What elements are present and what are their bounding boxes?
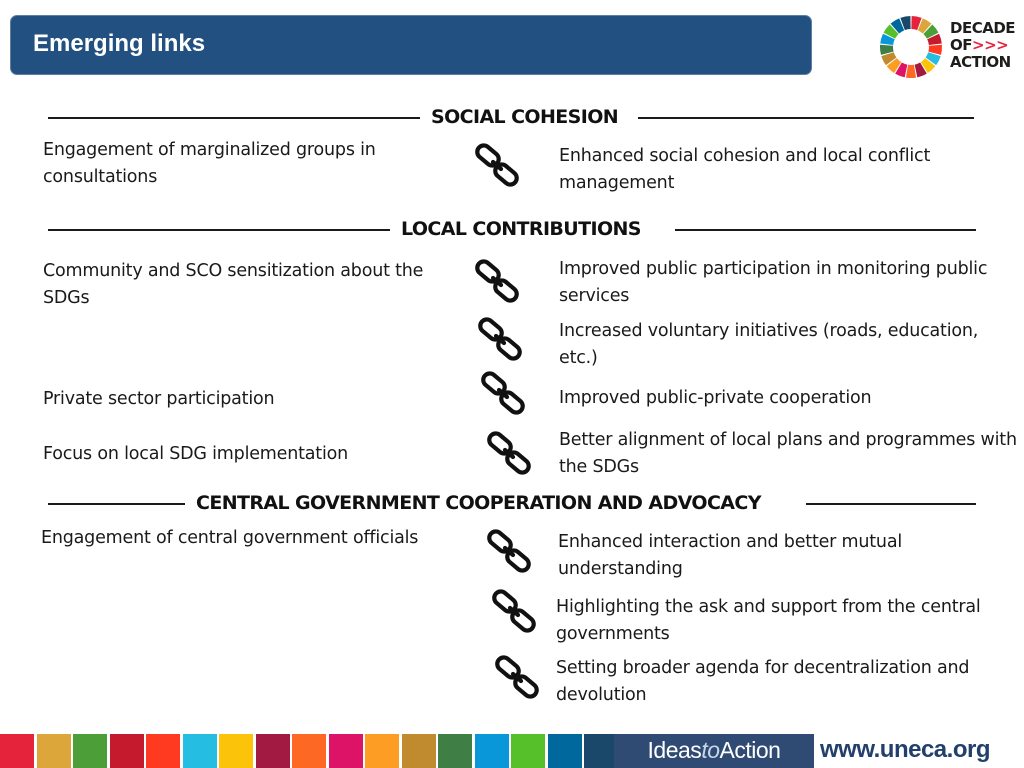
sdg-stripe bbox=[548, 734, 582, 768]
sdg-stripe bbox=[183, 734, 217, 768]
section-rule bbox=[638, 117, 974, 119]
uneca-website-link[interactable]: www.uneca.org bbox=[820, 736, 990, 763]
section-rule bbox=[48, 117, 420, 119]
sdg-stripe bbox=[292, 734, 326, 768]
sdg-stripe bbox=[73, 734, 107, 768]
section-header-central-government bbox=[48, 492, 976, 516]
right-item-alignment-local-plans: Better alignment of local plans and programmes with the SDGs bbox=[559, 430, 1017, 477]
sdg-stripe bbox=[0, 734, 34, 768]
chain-link-icon bbox=[486, 528, 532, 574]
chain-link-icon bbox=[494, 654, 540, 700]
chain-link-icon bbox=[474, 258, 520, 304]
section-rule bbox=[48, 503, 185, 505]
left-item-central-officials: Engagement of central government officials bbox=[41, 528, 419, 548]
right-item-ask-and-support: Highlighting the ask and support from the central governments bbox=[556, 597, 981, 644]
sdg-stripe bbox=[402, 734, 436, 768]
sdg-stripe bbox=[475, 734, 509, 768]
section-rule bbox=[806, 503, 976, 505]
left-item-local-sdg-focus: Focus on local SDG implementation bbox=[43, 444, 349, 464]
sdg-stripe bbox=[365, 734, 399, 768]
sdg-stripe bbox=[37, 734, 71, 768]
sdg-stripe bbox=[438, 734, 472, 768]
sdg-stripe bbox=[110, 734, 144, 768]
chain-link-icon bbox=[477, 316, 523, 362]
sdg-wheel-icon bbox=[878, 14, 944, 80]
sdg-stripe bbox=[584, 734, 618, 768]
sdg-stripe bbox=[256, 734, 290, 768]
sdg-stripe bbox=[511, 734, 545, 768]
sdg-wheel-segment bbox=[906, 65, 916, 78]
title-bar bbox=[10, 15, 812, 75]
footer-bar bbox=[0, 734, 1024, 768]
sdg-stripe bbox=[329, 734, 363, 768]
page-title: Emerging links bbox=[33, 30, 206, 57]
right-item-mutual-understanding: Enhanced interaction and better mutual understanding bbox=[558, 532, 903, 579]
right-item-public-participation: Improved public participation in monitoring public services bbox=[559, 259, 988, 306]
right-item-public-private-cooperation: Improved public-private cooperation bbox=[559, 388, 872, 408]
chain-link-icon bbox=[480, 370, 526, 416]
sdg-stripe bbox=[219, 734, 253, 768]
decade-of-action-logo bbox=[878, 14, 1018, 80]
chain-link-icon bbox=[491, 588, 537, 634]
logo-wordmark: DECADE OF>>> ACTION bbox=[950, 19, 1016, 71]
right-item-voluntary-initiatives: Increased voluntary initiatives (roads, education, etc.) bbox=[559, 321, 979, 368]
ideas-to-action-logo: IdeastoAction bbox=[614, 734, 814, 768]
right-item-broader-agenda: Setting broader agenda for decentralization and devolution bbox=[556, 658, 970, 705]
section-header-social-cohesion bbox=[48, 106, 974, 130]
left-item-community-sensitization: Community and SCO sensitization about the SDGs bbox=[43, 261, 424, 308]
section-title: CENTRAL GOVERNMENT COOPERATION AND ADVOCACY bbox=[196, 492, 761, 514]
section-rule bbox=[48, 229, 390, 231]
sdg-stripe bbox=[146, 734, 180, 768]
section-rule bbox=[675, 229, 976, 231]
section-title: LOCAL CONTRIBUTIONS bbox=[401, 218, 641, 240]
left-item-marginalized-groups: Engagement of marginalized groups in consultations bbox=[43, 140, 376, 187]
chain-link-icon bbox=[474, 142, 520, 188]
section-header-local-contributions bbox=[48, 218, 976, 242]
section-title: SOCIAL COHESION bbox=[431, 106, 619, 128]
right-item-social-cohesion: Enhanced social cohesion and local conflict management bbox=[559, 146, 931, 193]
chain-link-icon bbox=[486, 430, 532, 476]
left-item-private-sector: Private sector participation bbox=[43, 389, 275, 409]
